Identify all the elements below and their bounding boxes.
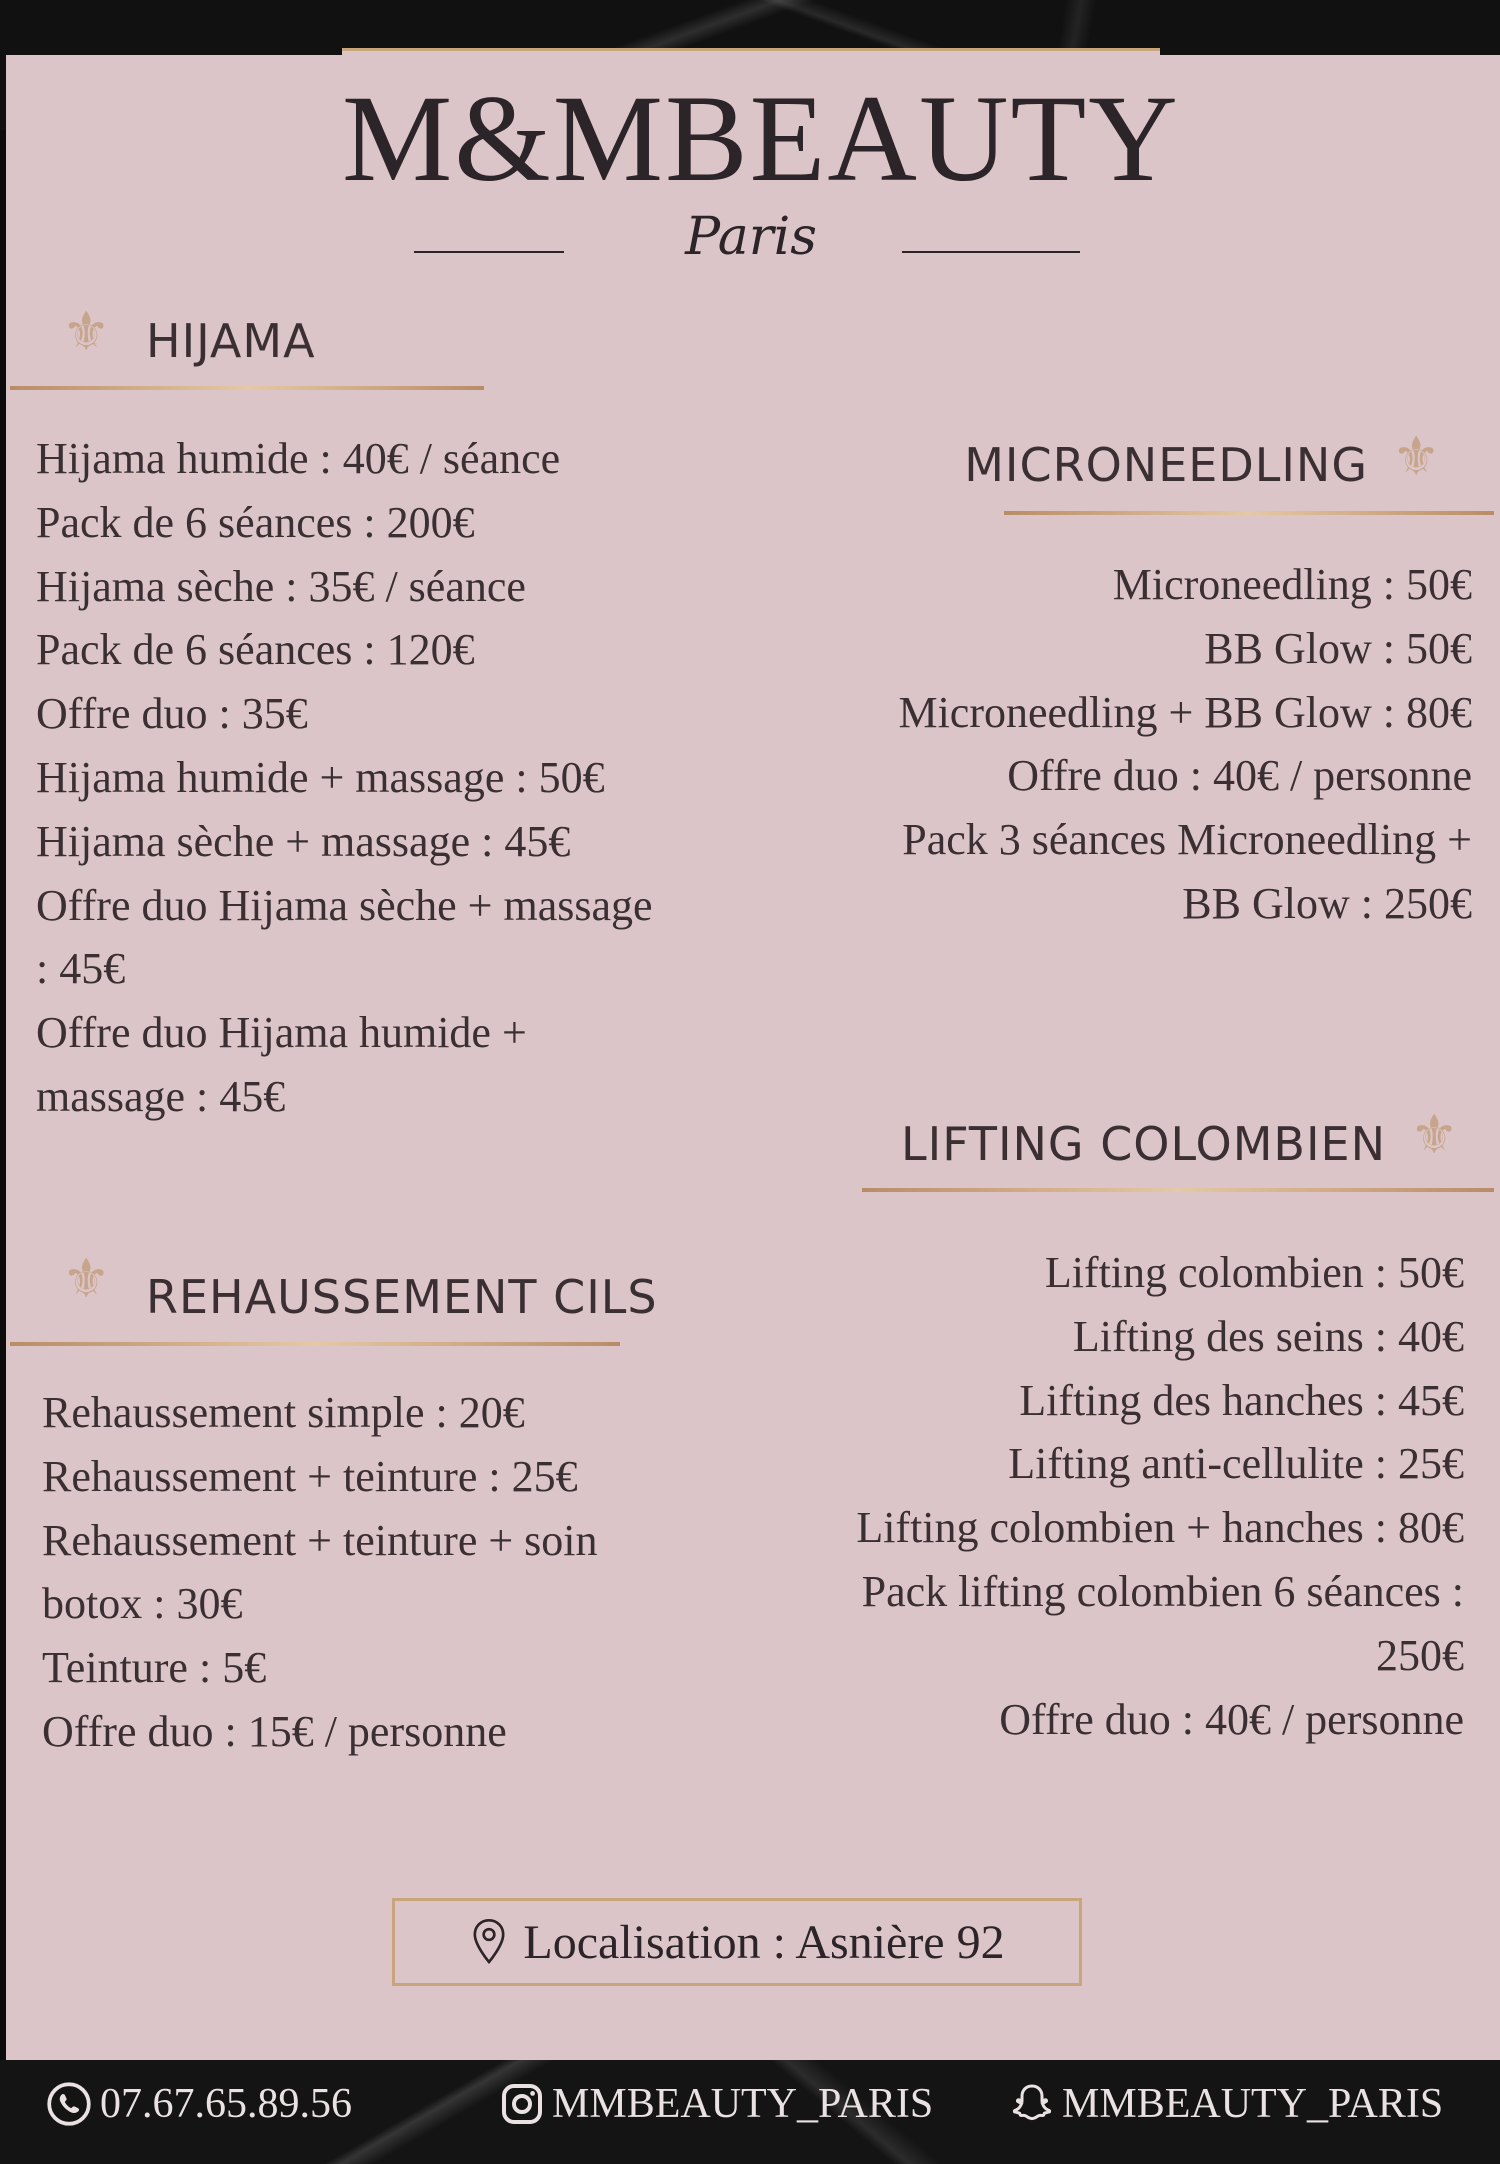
- list-item: Offre duo : 35€: [36, 689, 308, 739]
- list-item: BB Glow : 50€: [1204, 623, 1472, 673]
- section-rule-rehaussement: [10, 1342, 620, 1346]
- lifting-price-list: [856, 1241, 1464, 1751]
- list-item: Pack de 6 séances : 200€: [36, 497, 475, 547]
- fleur-de-lis-icon: ⚜: [1410, 1105, 1459, 1165]
- section-rule-hijama: [10, 386, 484, 390]
- list-item: BB Glow : 250€: [1182, 878, 1472, 928]
- list-item: Offre duo : 40€ / personne: [999, 1694, 1464, 1744]
- list-item: Lifting anti-cellulite : 25€: [1008, 1439, 1464, 1489]
- brand-subtitle: Paris: [685, 207, 817, 267]
- list-item: Lifting des seins : 40€: [1072, 1311, 1464, 1361]
- fleur-de-lis-icon: ⚜: [62, 302, 111, 362]
- list-item: Rehaussement simple : 20€: [42, 1388, 525, 1437]
- location-box: [392, 1898, 1082, 1986]
- list-item: Offre duo : 15€ / personne: [42, 1706, 507, 1756]
- list-item: Offre duo Hijama sèche + massage: [36, 880, 653, 930]
- list-item: botox : 30€: [42, 1579, 243, 1629]
- list-item: 250€: [1376, 1630, 1464, 1680]
- list-item: Offre duo : 40€ / personne: [1007, 751, 1472, 801]
- list-item: Rehaussement + teinture + soin: [42, 1515, 598, 1565]
- fleur-de-lis-icon: ⚜: [62, 1249, 111, 1309]
- list-item: Hijama sèche + massage : 45€: [36, 816, 571, 866]
- section-title-rehaussement: REHAUSSEMENT CILS: [146, 1270, 658, 1324]
- phone-number: 07.67.65.89.56: [100, 2081, 352, 2127]
- list-item: Rehaussement + teinture : 25€: [42, 1451, 578, 1501]
- list-item: Lifting des hanches : 45€: [1019, 1375, 1464, 1425]
- footer-snapchat[interactable]: [1008, 2078, 1443, 2130]
- list-item: : 45€: [36, 944, 126, 994]
- list-item: Hijama humide : 40€ / séance: [36, 434, 561, 483]
- snapchat-icon: [1008, 2080, 1056, 2128]
- list-item: Microneedling + BB Glow : 80€: [898, 687, 1472, 737]
- brand-divider-right: [902, 251, 1080, 253]
- fleur-de-lis-icon: ⚜: [1392, 427, 1441, 487]
- list-item: Microneedling : 50€: [1112, 560, 1472, 609]
- footer-instagram[interactable]: [498, 2078, 933, 2130]
- instagram-icon: [498, 2080, 546, 2128]
- brand-name: M&MBEAUTY: [342, 70, 1180, 207]
- list-item: Teinture : 5€: [42, 1643, 267, 1693]
- section-title-microneedling: MICRONEEDLING: [964, 438, 1368, 492]
- whatsapp-icon: [44, 2079, 94, 2129]
- section-rule-lifting: [862, 1188, 1494, 1192]
- rehaussement-price-list: [42, 1381, 598, 1764]
- list-item: Hijama sèche : 35€ / séance: [36, 561, 526, 611]
- location-pin-icon: [469, 1917, 509, 1967]
- section-rule-microneedling: [1004, 511, 1494, 515]
- instagram-handle: MMBEAUTY_PARIS: [552, 2081, 934, 2127]
- list-item: Offre duo Hijama humide +: [36, 1008, 527, 1058]
- list-item: Pack lifting colombien 6 séances :: [861, 1566, 1464, 1616]
- footer-phone[interactable]: [44, 2078, 352, 2130]
- brand-header: [342, 48, 1180, 267]
- section-title-lifting: LIFTING COLOMBIEN: [901, 1117, 1386, 1171]
- list-item: Hijama humide + massage : 50€: [36, 752, 605, 802]
- hijama-price-list: [36, 427, 653, 1129]
- list-item: Lifting colombien : 50€: [1044, 1248, 1464, 1297]
- section-title-hijama: HIJAMA: [146, 314, 316, 368]
- snapchat-handle: MMBEAUTY_PARIS: [1062, 2081, 1444, 2127]
- microneedling-price-list: [898, 553, 1472, 936]
- list-item: Pack de 6 séances : 120€: [36, 625, 475, 675]
- list-item: Lifting colombien + hanches : 80€: [856, 1503, 1464, 1553]
- location-label: Localisation : Asnière 92: [523, 1915, 1005, 1969]
- list-item: massage : 45€: [36, 1071, 286, 1121]
- list-item: Pack 3 séances Microneedling +: [902, 815, 1472, 865]
